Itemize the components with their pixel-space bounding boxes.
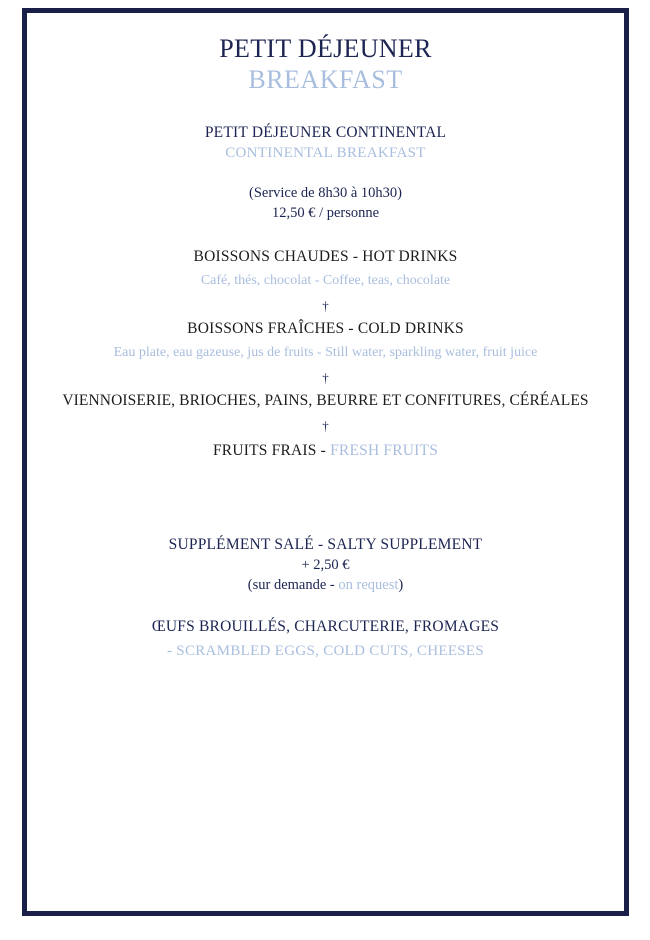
fruits-title-en: FRESH FRUITS [330,442,439,459]
page-subtitle: BREAKFAST [248,65,403,94]
supplement-note-fr: (sur demande - [247,577,339,593]
supplement-note-close: ) [398,577,404,593]
bakery-title: VIENNOISERIE, BRIOCHES, PAINS, BEURRE ET CONFITURES, CÉRÉALES [62,392,589,409]
hot-drinks-title: BOISSONS CHAUDES - HOT DRINKS [193,248,458,265]
supplement-price: + 2,50 € [301,557,350,573]
separator-dagger: † [322,298,329,313]
continental-title-en: CONTINENTAL BREAKFAST [225,145,426,161]
separator-dagger: † [322,370,329,385]
cold-drinks-desc: Eau plate, eau gazeuse, jus de fruits - Still water, sparkling water, fruit juice [113,345,538,360]
fruits-title [27,441,624,461]
page-title: PETIT DÉJEUNER [219,34,432,63]
service-hours: (Service de 8h30 à 10h30) [248,185,402,201]
supplement-note-en: on request [338,577,399,593]
continental-price: 12,50 € / personne [271,205,380,221]
menu-content [27,33,624,661]
continental-title-fr: PETIT DÉJEUNER CONTINENTAL [204,124,447,141]
menu-frame [22,8,629,916]
supplement-items-en: - SCRAMBLED EGGS, COLD CUTS, CHEESES [166,643,485,659]
supplement-items-fr: ŒUFS BROUILLÉS, CHARCUTERIE, FROMAGES [151,618,500,635]
separator-dagger: † [322,418,329,433]
fruits-title-fr: FRUITS FRAIS - [212,442,331,459]
cold-drinks-title: BOISSONS FRAÎCHES - COLD DRINKS [187,320,464,337]
supplement-note [27,575,624,595]
hot-drinks-desc: Café, thés, chocolat - Coffee, teas, chocolate [200,273,451,288]
supplement-title: SUPPLÉMENT SALÉ - SALTY SUPPLEMENT [168,536,483,553]
